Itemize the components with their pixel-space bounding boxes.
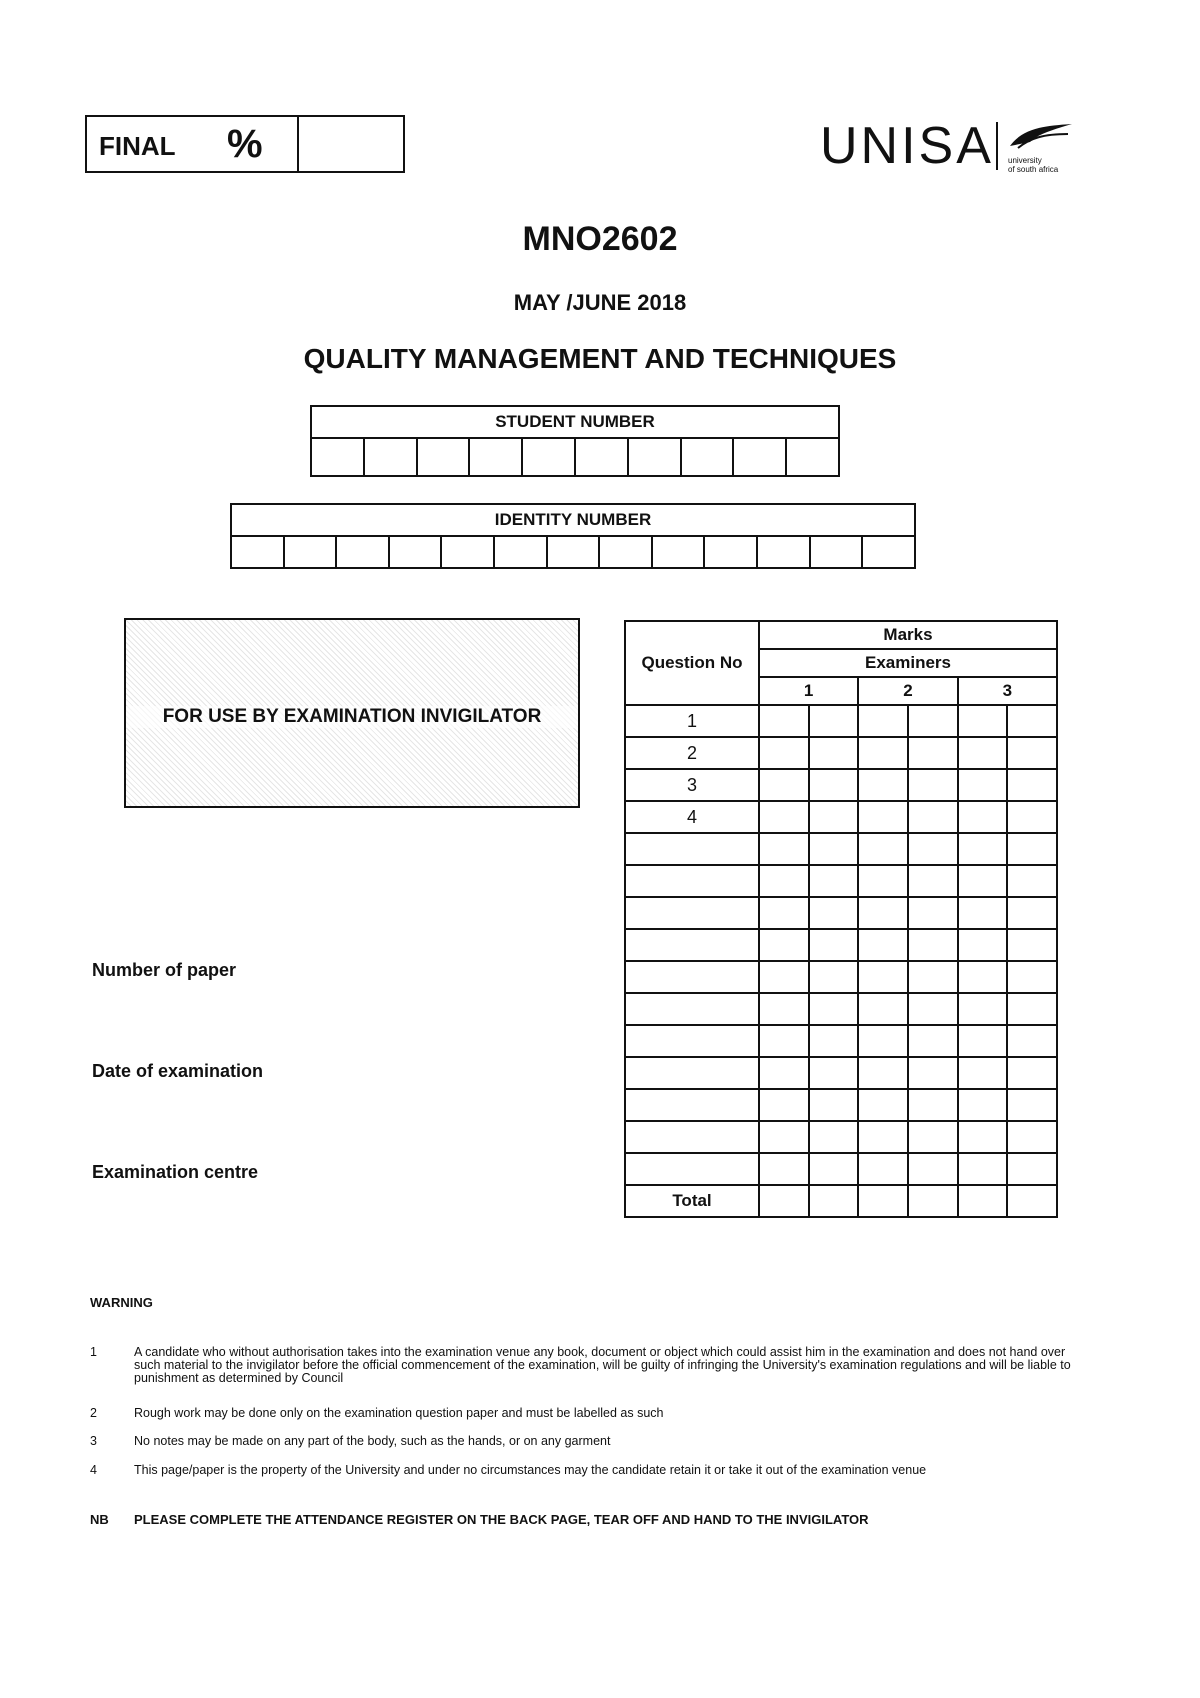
date-of-examination-label: Date of examination [92,1061,264,1081]
marks-table [624,620,1058,1218]
mark-cell[interactable] [759,769,809,801]
mark-cell[interactable] [908,865,958,897]
question-number [625,865,759,897]
mark-cell[interactable] [1007,1185,1057,1217]
mark-cell[interactable] [759,993,809,1025]
student-number-cell[interactable] [312,439,365,475]
mark-cell[interactable] [809,1153,859,1185]
final-label: FINAL [99,131,176,161]
student-number-cell[interactable] [629,439,682,475]
mark-cell[interactable] [1007,705,1057,737]
identity-number-cell[interactable] [653,537,706,567]
question-number [625,1025,759,1057]
mark-cell[interactable] [858,897,908,929]
identity-number-cell[interactable] [548,537,601,567]
mark-cell[interactable] [958,801,1008,833]
mark-cell[interactable] [858,929,908,961]
question-number [625,929,759,961]
warning-item-text: A candidate who without authorisation takes into the examination venue any book, document or object which could assist him in the examination and does not hand over such material to the invigilator before the official commencement of the examination, will be guilty of infringing the University's examination regulations and will be liable to punishment as determined by Council [134,1345,1071,1385]
student-number-box [310,405,840,477]
question-row [625,993,1057,1025]
mark-cell[interactable] [809,1057,859,1089]
question-number: 1 [625,705,759,737]
mark-cell[interactable] [759,865,809,897]
mark-cell[interactable] [908,1089,958,1121]
final-percent-box [85,115,405,173]
question-number: 3 [625,769,759,801]
mark-cell[interactable] [858,1057,908,1089]
question-row [625,929,1057,961]
mark-cell[interactable] [858,1121,908,1153]
mark-cell[interactable] [1007,769,1057,801]
mark-cell[interactable] [858,833,908,865]
question-number [625,1089,759,1121]
mark-cell[interactable] [908,737,958,769]
warning-item-text: No notes may be made on any part of the body, such as the hands, or on any garment [134,1434,611,1448]
mark-cell[interactable] [908,993,958,1025]
identity-number-cell[interactable] [600,537,653,567]
logo-subtitle: university of south africa [1008,156,1059,174]
mark-cell[interactable] [809,769,859,801]
course-code: MNO2602 [522,220,678,258]
mark-cell[interactable] [1007,801,1057,833]
number-of-paper-label: Number of paper [92,960,237,980]
mark-cell[interactable] [858,769,908,801]
mark-cell[interactable] [858,1025,908,1057]
mark-cell[interactable] [759,833,809,865]
student-number-cell[interactable] [734,439,787,475]
mark-cell[interactable] [858,801,908,833]
marks-header: Marks [759,621,1057,649]
warning-item-text: This page/paper is the property of the University and under no circumstances may the candidate retain it or take it out of the examination venue [134,1463,927,1477]
mark-cell[interactable] [809,1185,859,1217]
mark-cell[interactable] [809,833,859,865]
mark-cell[interactable] [809,801,859,833]
examiners-header: Examiners [759,649,1057,677]
mark-cell[interactable] [858,1153,908,1185]
mark-cell[interactable] [958,737,1008,769]
mark-cell[interactable] [1007,833,1057,865]
question-number [625,993,759,1025]
mark-cell[interactable] [958,993,1008,1025]
warning-item-number: 2 [90,1406,97,1420]
warning-item-number: 1 [90,1345,97,1359]
course-title: QUALITY MANAGEMENT AND TECHNIQUES [303,343,897,374]
total-label: Total [625,1185,759,1217]
identity-number-cell[interactable] [705,537,758,567]
question-number [625,961,759,993]
mark-cell[interactable] [908,1185,958,1217]
mark-cell[interactable] [759,801,809,833]
invigilator-label: FOR USE BY EXAMINATION INVIGILATOR [126,706,578,728]
question-row [625,1025,1057,1057]
exam-session: MAY /JUNE 2018 [513,290,687,315]
question-row [625,1121,1057,1153]
student-number-cell[interactable] [418,439,471,475]
mark-cell[interactable] [809,865,859,897]
question-number [625,833,759,865]
identity-number-label: IDENTITY NUMBER [232,505,914,537]
mark-cell[interactable] [958,769,1008,801]
mark-cell[interactable] [759,961,809,993]
mark-cell[interactable] [809,1121,859,1153]
mark-cell[interactable] [809,705,859,737]
mark-cell[interactable] [908,1057,958,1089]
mark-cell[interactable] [908,1153,958,1185]
mark-cell[interactable] [1007,1025,1057,1057]
student-number-label: STUDENT NUMBER [312,407,838,439]
nb-label: NB [90,1512,109,1527]
identity-number-cell[interactable] [863,537,914,567]
question-number [625,1057,759,1089]
final-label-cell [87,117,299,171]
mark-cell[interactable] [958,705,1008,737]
identity-number-cell[interactable] [285,537,338,567]
examiner-2-header: 2 [858,677,957,705]
mark-cell[interactable] [809,1089,859,1121]
mark-cell[interactable] [759,1153,809,1185]
mark-cell[interactable] [759,737,809,769]
identity-number-cell[interactable] [232,537,285,567]
examination-centre-label: Examination centre [92,1162,259,1182]
mark-cell[interactable] [958,1185,1008,1217]
student-number-cell[interactable] [576,439,629,475]
logo-divider [996,122,998,170]
mark-cell[interactable] [908,929,958,961]
mark-cell[interactable] [908,897,958,929]
student-number-cell[interactable] [365,439,418,475]
examiner-3-header: 3 [958,677,1057,705]
mark-cell[interactable] [908,1121,958,1153]
warning-item-text: Rough work may be done only on the examination question paper and must be labelled as such [134,1406,664,1420]
mark-cell[interactable] [809,737,859,769]
mark-cell[interactable] [908,801,958,833]
mark-cell[interactable] [958,1121,1008,1153]
mark-cell[interactable] [908,705,958,737]
warning-title: WARNING [90,1295,153,1310]
mark-cell[interactable] [759,929,809,961]
mark-cell[interactable] [759,1057,809,1089]
mark-cell[interactable] [858,705,908,737]
mark-cell[interactable] [958,833,1008,865]
question-number [625,897,759,929]
mark-cell[interactable] [759,1185,809,1217]
mark-cell[interactable] [858,1185,908,1217]
mark-cell[interactable] [958,1153,1008,1185]
mark-cell[interactable] [908,1025,958,1057]
mark-cell[interactable] [958,1025,1008,1057]
mark-cell[interactable] [858,993,908,1025]
mark-cell[interactable] [1007,961,1057,993]
mark-cell[interactable] [759,1121,809,1153]
identity-number-cell[interactable] [758,537,811,567]
marks-body [625,705,1057,1185]
mark-cell[interactable] [1007,1153,1057,1185]
percent-sign: % [227,122,263,166]
mark-cell[interactable] [809,993,859,1025]
identity-number-cell[interactable] [390,537,443,567]
identity-number-box [230,503,916,569]
question-row [625,961,1057,993]
mark-cell[interactable] [1007,737,1057,769]
mark-cell[interactable] [759,1089,809,1121]
mark-cell[interactable] [908,961,958,993]
invigilator-box [124,618,580,808]
mark-cell[interactable] [858,961,908,993]
mark-cell[interactable] [1007,929,1057,961]
examiner-1-header: 1 [759,677,858,705]
mark-cell[interactable] [1007,1057,1057,1089]
mark-cell[interactable] [958,865,1008,897]
mark-cell[interactable] [958,897,1008,929]
mark-cell[interactable] [858,865,908,897]
question-row [625,801,1057,833]
identity-number-cell[interactable] [337,537,390,567]
mark-cell[interactable] [858,737,908,769]
student-number-cells [312,439,838,475]
identity-number-cell[interactable] [442,537,495,567]
mark-cell[interactable] [809,1025,859,1057]
question-number: 4 [625,801,759,833]
mark-cell[interactable] [908,769,958,801]
mark-cell[interactable] [809,897,859,929]
student-number-cell[interactable] [682,439,735,475]
mark-cell[interactable] [759,897,809,929]
question-number [625,1153,759,1185]
warning-item-number: 3 [90,1434,97,1448]
identity-number-cell[interactable] [495,537,548,567]
question-row [625,865,1057,897]
logo-wordmark: UNISA [820,117,994,175]
mark-cell[interactable] [759,1025,809,1057]
question-number [625,1121,759,1153]
question-number: 2 [625,737,759,769]
logo-bird-icon [1008,120,1074,150]
student-number-cell[interactable] [523,439,576,475]
mark-cell[interactable] [908,833,958,865]
mark-cell[interactable] [809,961,859,993]
question-no-header: Question No [625,621,759,705]
mark-cell[interactable] [759,705,809,737]
question-row [625,1057,1057,1089]
question-row [625,769,1057,801]
mark-cell[interactable] [1007,1089,1057,1121]
unisa-logo [820,116,1080,176]
nb-text: PLEASE COMPLETE THE ATTENDANCE REGISTER ON THE BACK PAGE, TEAR OFF AND HAND TO THE INVIGILATOR [134,1512,869,1527]
question-row [625,897,1057,929]
student-number-cell[interactable] [470,439,523,475]
mark-cell[interactable] [958,1057,1008,1089]
identity-number-cells [232,537,914,567]
mark-cell[interactable] [858,1089,908,1121]
question-row [625,1153,1057,1185]
mark-cell[interactable] [958,929,1008,961]
question-row [625,737,1057,769]
mark-cell[interactable] [1007,993,1057,1025]
total-row [625,1185,1057,1217]
student-number-cell[interactable] [787,439,838,475]
mark-cell[interactable] [958,961,1008,993]
mark-cell[interactable] [1007,897,1057,929]
question-row [625,833,1057,865]
identity-number-cell[interactable] [811,537,864,567]
mark-cell[interactable] [1007,1121,1057,1153]
mark-cell[interactable] [1007,865,1057,897]
question-row [625,705,1057,737]
mark-cell[interactable] [958,1089,1008,1121]
warning-item-number: 4 [90,1463,97,1477]
mark-cell[interactable] [809,929,859,961]
question-row [625,1089,1057,1121]
